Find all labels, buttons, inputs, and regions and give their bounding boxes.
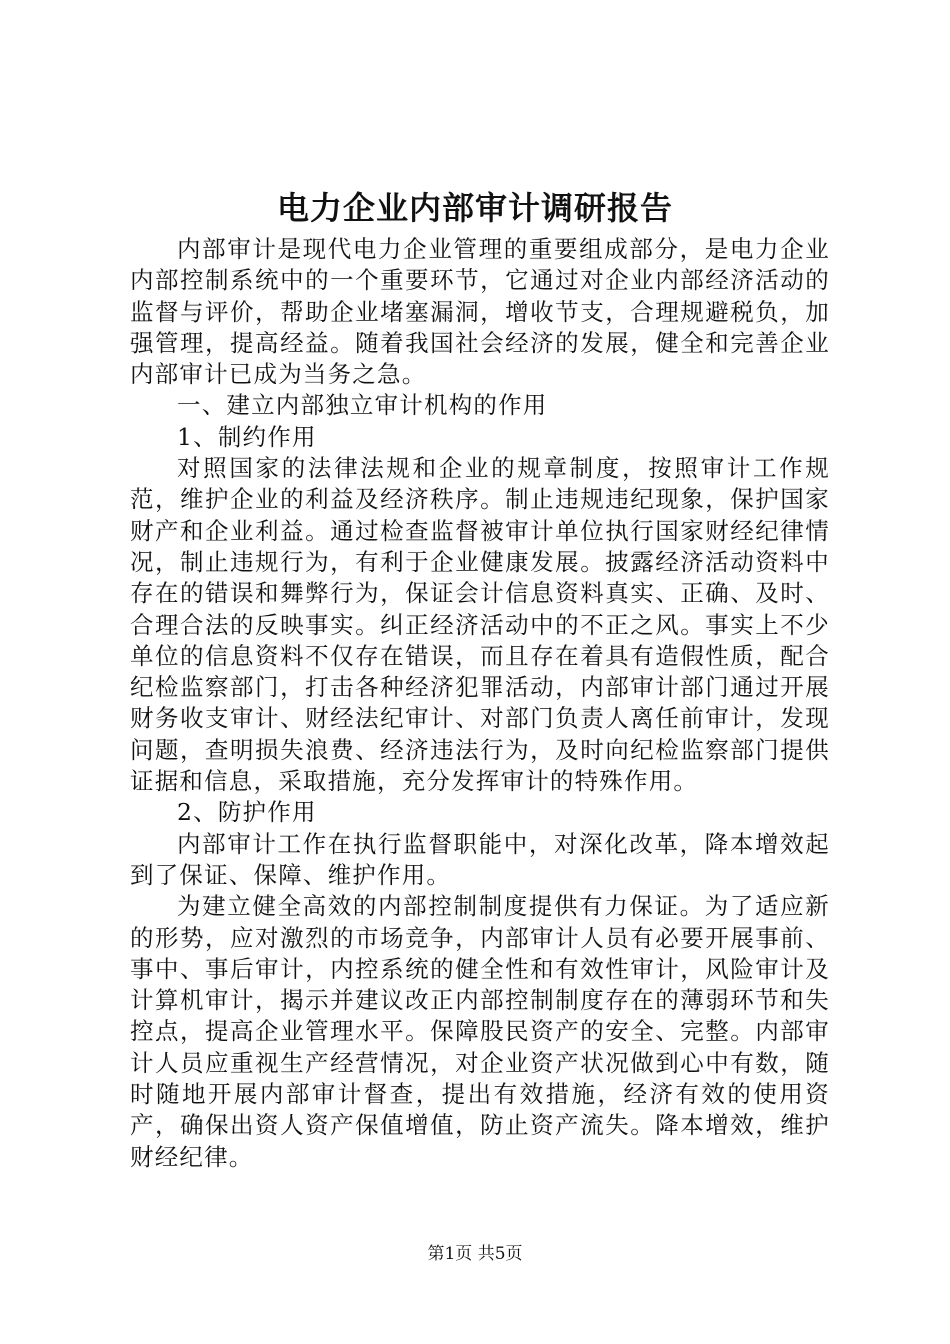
document-title: 电力企业内部审计调研报告 (276, 189, 673, 227)
intro-paragraph: 内部审计是现代电力企业管理的重要组成部分，是电力企业内部控制系统中的一个重要环节，它通过对企业内部经济活动的监督与评价，帮助企业堵塞漏洞，增收节支，合理规避税负，加强管理，提高经益。随着我国社会经济的发展，健全和完善企业内部审计已成为当务之急。 (130, 235, 830, 389)
body-paragraph: 内部审计工作在执行监督职能中，对深化改革，降本增效起到了保证、保障、维护作用。 (130, 829, 830, 889)
document-body (130, 234, 830, 1173)
body-paragraph: 为建立健全高效的内部控制制度提供有力保证。为了适应新的形势，应对激烈的市场竞争，内部审计人员有必要开展事前、事中、事后审计，内控系统的健全性和有效性审计，风险审计及计算机审计，揭示并建议改正内部控制制度存在的薄弱环节和失控点，提高企业管理水平。保障股民资产的安全、完整。内部审计人员应重视生产经营情况，对企业资产状况做到心中有数，随时随地开展内部审计督查，提出有效措施，经济有效的使用资产，确保出资人资产保值增值，防止资产流失。降本增效，维护财经纪律。 (130, 892, 830, 1171)
body-paragraph: 对照国家的法律法规和企业的规章制度，按照审计工作规范，维护企业的利益及经济秩序。制止违规违纪现象，保护国家财产和企业利益。通过检查监督被审计单位执行国家财经纪律情况，制止违规行为，有利于企业健康发展。披露经济活动资料中存在的错误和舞弊行为，保证会计信息资料真实、正确、及时、合理合法的反映事实。纠正经济活动中的不正之风。事实上不少单位的信息资料不仅存在错误，而且存在着具有造假性质，配合纪检监察部门，打击各种经济犯罪活动，内部审计部门通过开展财务收支审计、财经法纪审计、对部门负责人离任前审计，发现问题，查明损失浪费、经济违法行为，及时向纪检监察部门提供证据和信息，采取措施，充分发挥审计的特殊作用。 (130, 454, 830, 796)
section-heading-1: 一、建立内部独立审计机构的作用 (177, 391, 548, 420)
page-number: 第1页 共5页 (427, 1244, 523, 1264)
subsection-heading-2: 2、防护作用 (177, 798, 317, 827)
subsection-heading-1: 1、制约作用 (177, 422, 317, 451)
